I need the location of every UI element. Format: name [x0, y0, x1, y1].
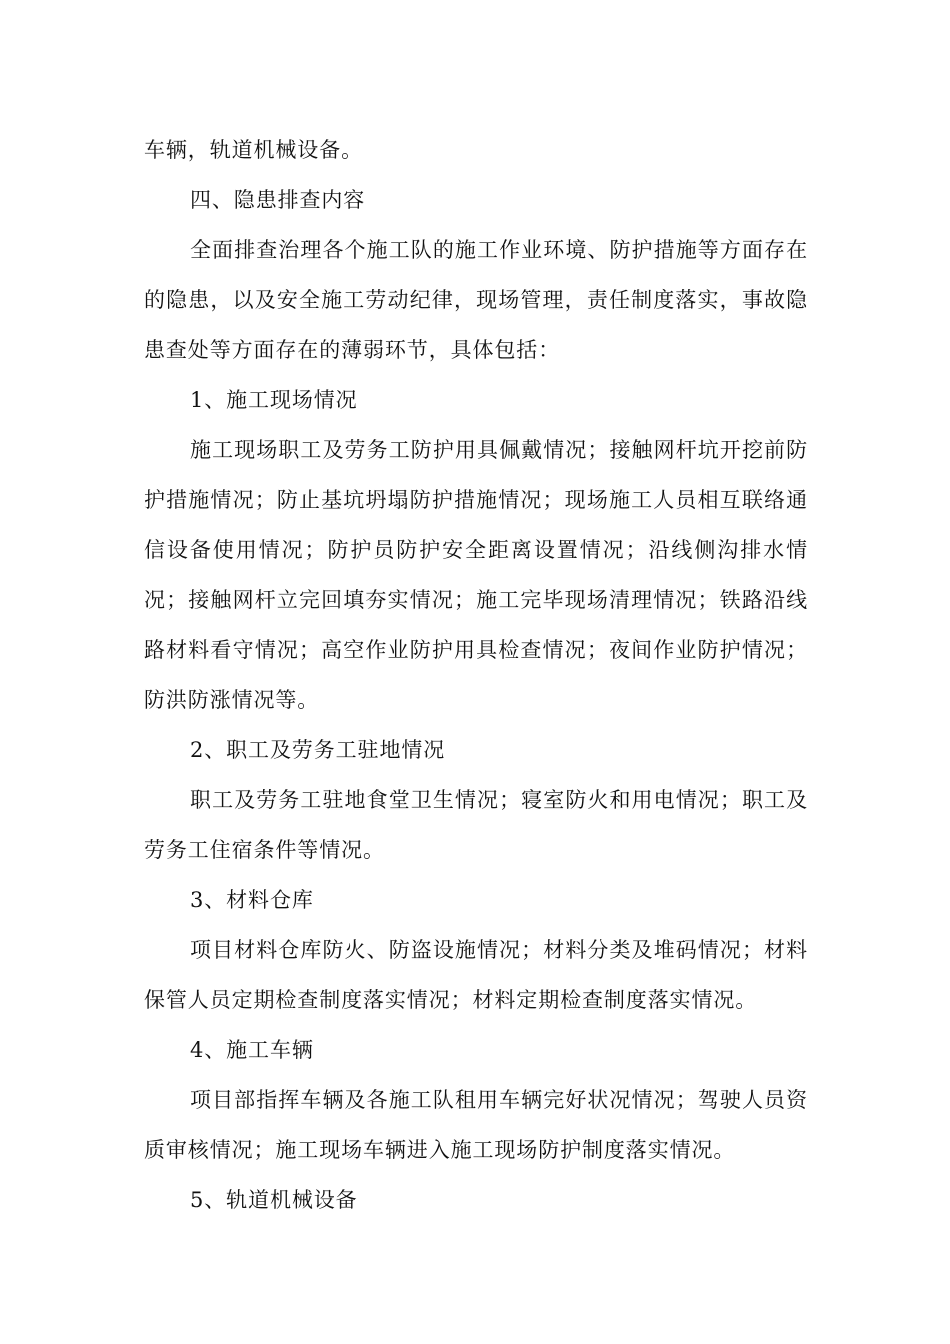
- document-body: [144, 125, 808, 1225]
- paragraph-continuation: 车辆，轨道机械设备。: [144, 138, 363, 162]
- subheading-4: 4、施工车辆: [190, 1038, 314, 1062]
- subheading-5: 5、轨道机械设备: [190, 1188, 358, 1212]
- subheading-3: 3、材料仓库: [190, 888, 314, 912]
- paragraph-intro: 全面排查治理各个施工队的施工作业环境、防护措施等方面存在的隐患，以及安全施工劳动纪律，现场管理，责任制度落实，事故隐患查处等方面存在的薄弱环节，具体包括：: [144, 238, 808, 362]
- paragraph-warehouse: 项目材料仓库防火、防盗设施情况；材料分类及堆码情况；材料保管人员定期检查制度落实情况；材料定期检查制度落实情况。: [144, 938, 808, 1012]
- section-heading-4: 四、隐患排查内容: [190, 188, 366, 212]
- paragraph-site: 施工现场职工及劳务工防护用具佩戴情况；接触网杆坑开挖前防护措施情况；防止基坑坍塌防护措施情况；现场施工人员相互联络通信设备使用情况；防护员防护安全距离设置情况；沿线侧沟排水情况；接触网杆立完回填夯实情况；施工完毕现场清理情况；铁路沿线路材料看守情况；高空作业防护用具检查情况；夜间作业防护情况；防洪防涨情况等。: [144, 438, 808, 712]
- subheading-2: 2、职工及劳务工驻地情况: [190, 738, 446, 762]
- subheading-1: 1、施工现场情况: [190, 388, 358, 412]
- paragraph-vehicles: 项目部指挥车辆及各施工队租用车辆完好状况情况；驾驶人员资质审核情况；施工现场车辆进入施工现场防护制度落实情况。: [144, 1088, 808, 1162]
- paragraph-dormitory: 职工及劳务工驻地食堂卫生情况；寝室防火和用电情况；职工及劳务工住宿条件等情况。: [144, 788, 808, 862]
